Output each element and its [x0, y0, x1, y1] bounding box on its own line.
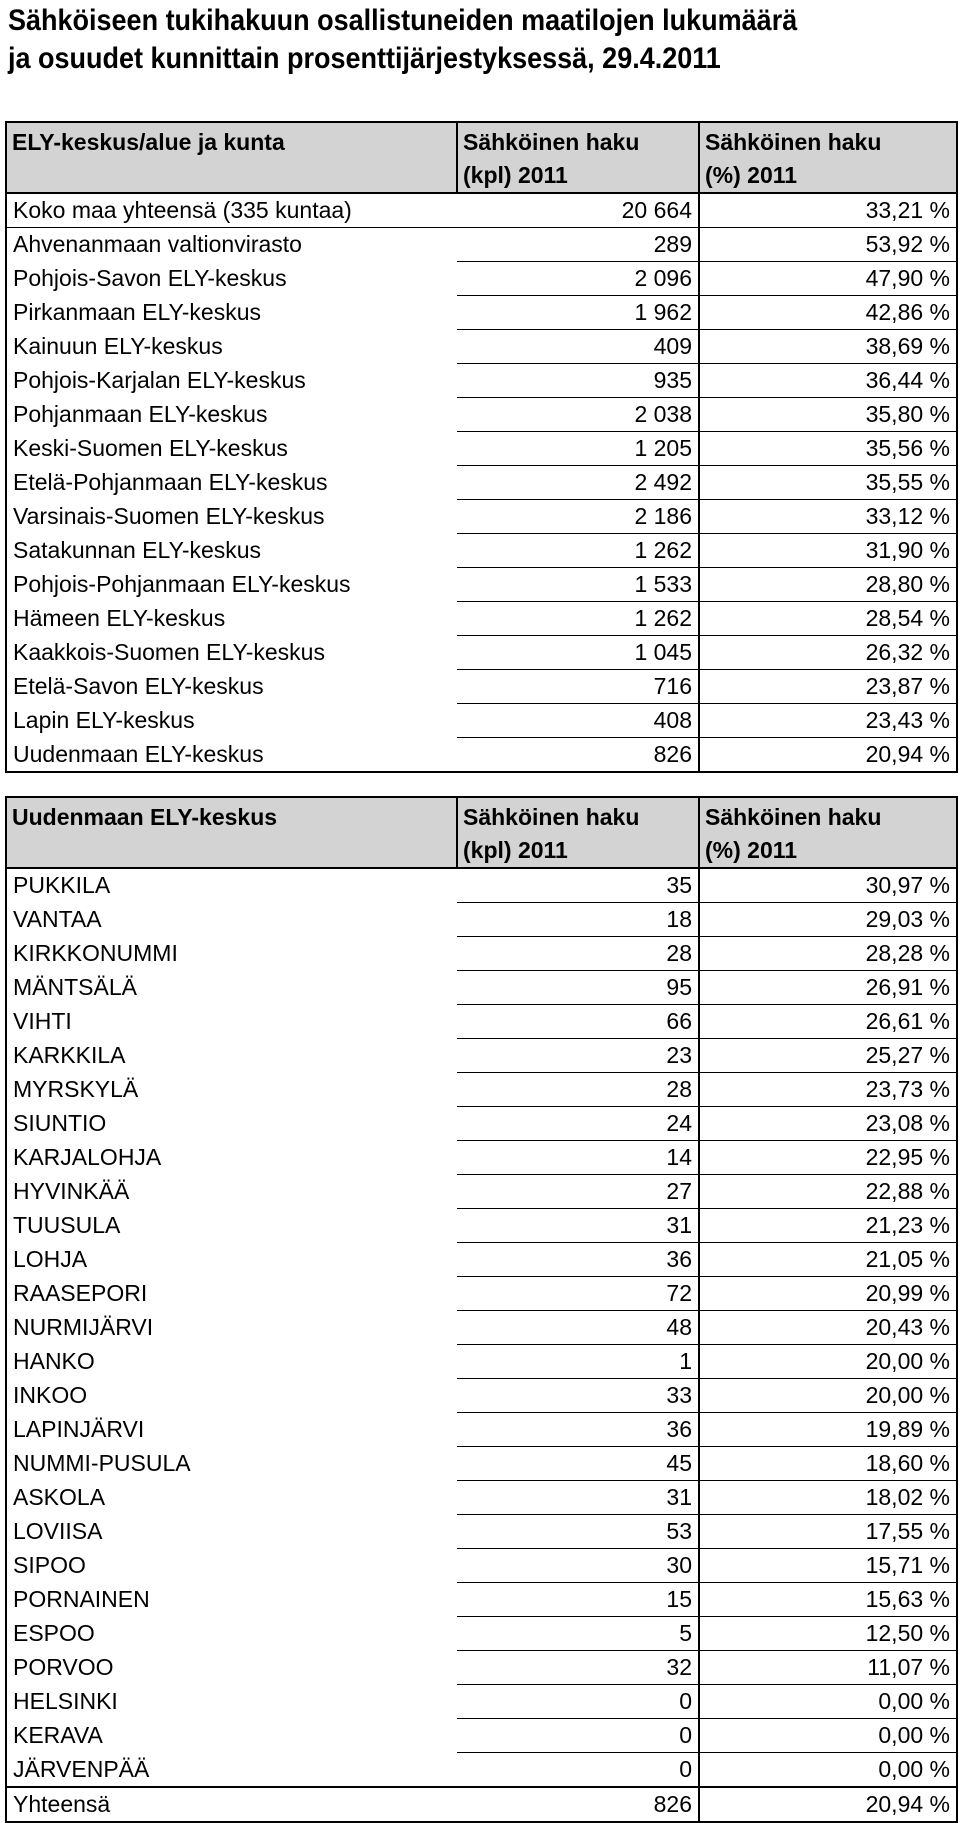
row-name-cell: SIUNTIO	[6, 1107, 457, 1141]
row-name-cell: Etelä-Pohjanmaan ELY-keskus	[6, 466, 457, 500]
table-row	[6, 937, 957, 971]
table-row	[6, 1039, 957, 1073]
row-percent-cell: 29,03 %	[699, 903, 957, 937]
row-name-cell: INKOO	[6, 1379, 457, 1413]
row-count-cell: 935	[457, 364, 699, 398]
table-row	[6, 670, 957, 704]
row-count-cell: 0	[457, 1719, 699, 1753]
table-header-row	[6, 797, 957, 868]
row-name-cell: TUUSULA	[6, 1209, 457, 1243]
table-row	[6, 636, 957, 670]
row-name-cell: HELSINKI	[6, 1685, 457, 1719]
row-name-cell: Satakunnan ELY-keskus	[6, 534, 457, 568]
table-row	[6, 364, 957, 398]
row-count-cell: 1 262	[457, 602, 699, 636]
row-name-cell: Koko maa yhteensä (335 kuntaa)	[6, 193, 457, 228]
row-count-cell: 826	[457, 1787, 699, 1822]
table-row	[6, 1243, 957, 1277]
row-percent-cell: 20,43 %	[699, 1311, 957, 1345]
row-name-cell: PORNAINEN	[6, 1583, 457, 1617]
row-percent-cell: 38,69 %	[699, 330, 957, 364]
row-count-cell: 27	[457, 1175, 699, 1209]
table-row	[6, 1413, 957, 1447]
row-count-cell: 45	[457, 1447, 699, 1481]
row-count-cell: 2 096	[457, 262, 699, 296]
row-name-cell: Pohjois-Karjalan ELY-keskus	[6, 364, 457, 398]
column-header-percent-line1: Sähköinen haku	[705, 804, 882, 830]
row-percent-cell: 20,99 %	[699, 1277, 957, 1311]
row-name-cell: HANKO	[6, 1345, 457, 1379]
row-percent-cell: 22,95 %	[699, 1141, 957, 1175]
row-percent-cell: 20,00 %	[699, 1345, 957, 1379]
column-header-municipality	[6, 797, 457, 868]
row-name-cell: JÄRVENPÄÄ	[6, 1753, 457, 1788]
row-count-cell: 23	[457, 1039, 699, 1073]
row-percent-cell: 20,00 %	[699, 1379, 957, 1413]
table-row	[6, 602, 957, 636]
row-count-cell: 289	[457, 228, 699, 262]
row-count-cell: 36	[457, 1413, 699, 1447]
table-row	[6, 1107, 957, 1141]
row-count-cell: 1	[457, 1345, 699, 1379]
table-row	[6, 1549, 957, 1583]
row-name-cell: MYRSKYLÄ	[6, 1073, 457, 1107]
row-name-cell: PORVOO	[6, 1651, 457, 1685]
table-row	[6, 432, 957, 466]
row-count-cell: 1 205	[457, 432, 699, 466]
table-row	[6, 1175, 957, 1209]
table-header-row	[6, 122, 957, 193]
row-percent-cell: 18,02 %	[699, 1481, 957, 1515]
row-percent-cell: 22,88 %	[699, 1175, 957, 1209]
row-name-cell: Pirkanmaan ELY-keskus	[6, 296, 457, 330]
table-row	[6, 1787, 957, 1822]
table-row	[6, 1209, 957, 1243]
row-name-cell: ESPOO	[6, 1617, 457, 1651]
column-header-percent-line2: (%) 2011	[705, 837, 798, 863]
row-count-cell: 408	[457, 704, 699, 738]
table-row	[6, 1379, 957, 1413]
row-name-cell: PUKKILA	[6, 868, 457, 903]
row-name-cell: MÄNTSÄLÄ	[6, 971, 457, 1005]
table-row	[6, 1685, 957, 1719]
row-count-cell: 1 533	[457, 568, 699, 602]
row-count-cell: 0	[457, 1685, 699, 1719]
row-count-cell: 33	[457, 1379, 699, 1413]
row-name-cell: Yhteensä	[6, 1787, 457, 1822]
row-name-cell: RAASEPORI	[6, 1277, 457, 1311]
table-row	[6, 1311, 957, 1345]
row-percent-cell: 15,71 %	[699, 1549, 957, 1583]
row-name-cell: LOHJA	[6, 1243, 457, 1277]
row-count-cell: 32	[457, 1651, 699, 1685]
row-count-cell: 53	[457, 1515, 699, 1549]
row-percent-cell: 15,63 %	[699, 1583, 957, 1617]
table-row	[6, 193, 957, 228]
row-percent-cell: 30,97 %	[699, 868, 957, 903]
column-header-municipality-label: Uudenmaan ELY-keskus	[12, 804, 278, 830]
row-percent-cell: 26,32 %	[699, 636, 957, 670]
row-percent-cell: 53,92 %	[699, 228, 957, 262]
row-name-cell: Varsinais-Suomen ELY-keskus	[6, 500, 457, 534]
table-row	[6, 971, 957, 1005]
row-name-cell: LOVIISA	[6, 1515, 457, 1549]
table-row	[6, 1481, 957, 1515]
row-percent-cell: 0,00 %	[699, 1685, 957, 1719]
table-row	[6, 1583, 957, 1617]
row-percent-cell: 28,54 %	[699, 602, 957, 636]
page-title	[8, 2, 854, 78]
row-count-cell: 1 045	[457, 636, 699, 670]
row-name-cell: Keski-Suomen ELY-keskus	[6, 432, 457, 466]
row-name-cell: NURMIJÄRVI	[6, 1311, 457, 1345]
row-percent-cell: 0,00 %	[699, 1719, 957, 1753]
column-header-count-line2: (kpl) 2011	[463, 837, 568, 863]
row-percent-cell: 21,23 %	[699, 1209, 957, 1243]
table-row	[6, 1447, 957, 1481]
page-title-line2: ja osuudet kunnittain prosenttijärjestyksessä, 29.4.2011	[8, 42, 721, 75]
column-header-percent	[699, 797, 957, 868]
row-percent-cell: 23,08 %	[699, 1107, 957, 1141]
row-name-cell: Uudenmaan ELY-keskus	[6, 738, 457, 773]
row-count-cell: 35	[457, 868, 699, 903]
row-count-cell: 31	[457, 1481, 699, 1515]
column-header-count	[457, 122, 699, 193]
row-name-cell: KIRKKONUMMI	[6, 937, 457, 971]
column-header-count	[457, 797, 699, 868]
table-row	[6, 1141, 957, 1175]
row-count-cell: 0	[457, 1753, 699, 1788]
row-name-cell: VANTAA	[6, 903, 457, 937]
table-row	[6, 1277, 957, 1311]
row-percent-cell: 33,21 %	[699, 193, 957, 228]
row-percent-cell: 23,73 %	[699, 1073, 957, 1107]
row-name-cell: ASKOLA	[6, 1481, 457, 1515]
row-count-cell: 15	[457, 1583, 699, 1617]
row-percent-cell: 23,87 %	[699, 670, 957, 704]
row-percent-cell: 26,91 %	[699, 971, 957, 1005]
row-name-cell: NUMMI-PUSULA	[6, 1447, 457, 1481]
row-percent-cell: 26,61 %	[699, 1005, 957, 1039]
row-count-cell: 2 492	[457, 466, 699, 500]
row-count-cell: 1 262	[457, 534, 699, 568]
column-header-count-line1: Sähköinen haku	[463, 129, 640, 155]
row-percent-cell: 20,94 %	[699, 1787, 957, 1822]
row-name-cell: SIPOO	[6, 1549, 457, 1583]
row-name-cell: KARKKILA	[6, 1039, 457, 1073]
row-count-cell: 48	[457, 1311, 699, 1345]
row-percent-cell: 12,50 %	[699, 1617, 957, 1651]
table-row	[6, 330, 957, 364]
row-count-cell: 31	[457, 1209, 699, 1243]
table-row	[6, 228, 957, 262]
table-row	[6, 1651, 957, 1685]
row-count-cell: 30	[457, 1549, 699, 1583]
row-count-cell: 66	[457, 1005, 699, 1039]
row-count-cell: 826	[457, 738, 699, 773]
row-name-cell: Kaakkois-Suomen ELY-keskus	[6, 636, 457, 670]
row-percent-cell: 21,05 %	[699, 1243, 957, 1277]
column-header-region-label: ELY-keskus/alue ja kunta	[12, 129, 285, 155]
row-count-cell: 1 962	[457, 296, 699, 330]
table-row	[6, 500, 957, 534]
row-percent-cell: 33,12 %	[699, 500, 957, 534]
row-count-cell: 2 186	[457, 500, 699, 534]
row-count-cell: 716	[457, 670, 699, 704]
row-count-cell: 24	[457, 1107, 699, 1141]
table-row	[6, 1345, 957, 1379]
table-row	[6, 568, 957, 602]
row-name-cell: Lapin ELY-keskus	[6, 704, 457, 738]
row-percent-cell: 19,89 %	[699, 1413, 957, 1447]
table-row	[6, 1073, 957, 1107]
page-title-line1: Sähköiseen tukihakuun osallistuneiden maatilojen lukumäärä	[8, 4, 798, 37]
row-percent-cell: 47,90 %	[699, 262, 957, 296]
column-header-percent	[699, 122, 957, 193]
row-percent-cell: 42,86 %	[699, 296, 957, 330]
row-percent-cell: 35,56 %	[699, 432, 957, 466]
row-percent-cell: 31,90 %	[699, 534, 957, 568]
column-header-percent-line1: Sähköinen haku	[705, 129, 882, 155]
table-row	[6, 262, 957, 296]
table-row	[6, 704, 957, 738]
row-count-cell: 2 038	[457, 398, 699, 432]
row-percent-cell: 11,07 %	[699, 1651, 957, 1685]
row-name-cell: Pohjois-Savon ELY-keskus	[6, 262, 457, 296]
table-row	[6, 868, 957, 903]
row-name-cell: Hämeen ELY-keskus	[6, 602, 457, 636]
table-row	[6, 398, 957, 432]
table-row	[6, 738, 957, 773]
uusimaa-municipality-table	[5, 796, 958, 1823]
row-name-cell: KERAVA	[6, 1719, 457, 1753]
row-percent-cell: 17,55 %	[699, 1515, 957, 1549]
column-header-region	[6, 122, 457, 193]
table-row	[6, 1005, 957, 1039]
row-percent-cell: 20,94 %	[699, 738, 957, 773]
column-header-percent-line2: (%) 2011	[705, 162, 798, 188]
row-percent-cell: 18,60 %	[699, 1447, 957, 1481]
row-percent-cell: 35,80 %	[699, 398, 957, 432]
table-row	[6, 466, 957, 500]
row-count-cell: 28	[457, 937, 699, 971]
row-name-cell: Ahvenanmaan valtionvirasto	[6, 228, 457, 262]
row-name-cell: LAPINJÄRVI	[6, 1413, 457, 1447]
row-count-cell: 20 664	[457, 193, 699, 228]
row-percent-cell: 23,43 %	[699, 704, 957, 738]
row-name-cell: VIHTI	[6, 1005, 457, 1039]
table-row	[6, 534, 957, 568]
column-header-count-line1: Sähköinen haku	[463, 804, 640, 830]
row-name-cell: Pohjanmaan ELY-keskus	[6, 398, 457, 432]
table-row	[6, 903, 957, 937]
row-percent-cell: 0,00 %	[699, 1753, 957, 1788]
row-name-cell: HYVINKÄÄ	[6, 1175, 457, 1209]
row-name-cell: Pohjois-Pohjanmaan ELY-keskus	[6, 568, 457, 602]
row-percent-cell: 25,27 %	[699, 1039, 957, 1073]
row-count-cell: 18	[457, 903, 699, 937]
row-count-cell: 28	[457, 1073, 699, 1107]
row-count-cell: 409	[457, 330, 699, 364]
table-row	[6, 1753, 957, 1788]
row-count-cell: 14	[457, 1141, 699, 1175]
row-percent-cell: 36,44 %	[699, 364, 957, 398]
row-count-cell: 5	[457, 1617, 699, 1651]
table-row	[6, 1617, 957, 1651]
row-name-cell: Kainuun ELY-keskus	[6, 330, 457, 364]
row-percent-cell: 35,55 %	[699, 466, 957, 500]
row-count-cell: 95	[457, 971, 699, 1005]
table-row	[6, 296, 957, 330]
column-header-count-line2: (kpl) 2011	[463, 162, 568, 188]
row-percent-cell: 28,28 %	[699, 937, 957, 971]
row-count-cell: 36	[457, 1243, 699, 1277]
table-row	[6, 1515, 957, 1549]
ely-keskus-table	[5, 121, 958, 773]
row-percent-cell: 28,80 %	[699, 568, 957, 602]
row-name-cell: KARJALOHJA	[6, 1141, 457, 1175]
row-name-cell: Etelä-Savon ELY-keskus	[6, 670, 457, 704]
table-row	[6, 1719, 957, 1753]
row-count-cell: 72	[457, 1277, 699, 1311]
